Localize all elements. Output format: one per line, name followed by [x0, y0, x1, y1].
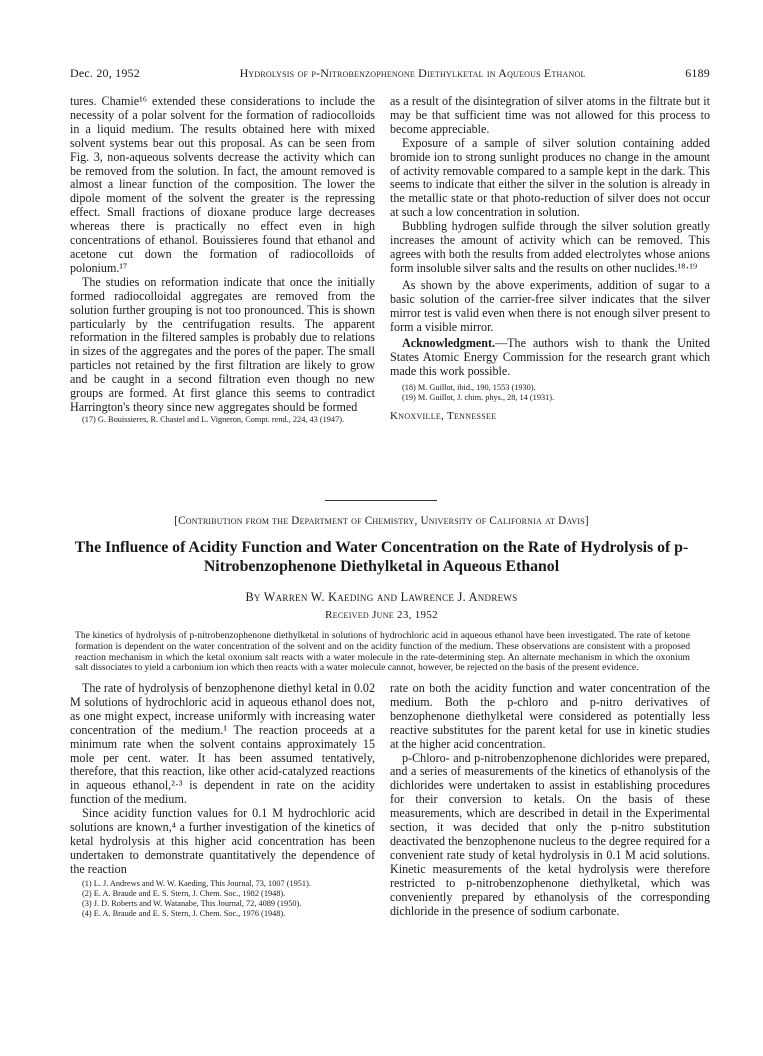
prev-article-column-2	[390, 95, 710, 423]
header-running-title: Hydrolysis of p-Nitrobenzophenone Diethylketal in Aqueous Ethanol	[239, 66, 586, 80]
paragraph: as a result of the disintegration of silver atoms in the filtrate but it may be that sufficient time was not allowed for this process to become appreciable.	[390, 94, 710, 136]
article-column-1	[70, 682, 375, 920]
paragraph: Since acidity function values for 0.1 M hydrochloric acid solutions are known,⁴ a further investigation of the kinetics of ketal hydrolysis at this higher acid concentration has been undertaken to demonstrate quantitatively the dependence of the reaction	[70, 806, 375, 876]
acknowledgment-text: —The authors wish to thank the United States Atomic Energy Commission for the research grant which made this work possible.	[390, 336, 710, 379]
footnotes	[70, 415, 375, 425]
article-column-2	[390, 682, 710, 918]
header-date: Dec. 20, 1952	[70, 66, 140, 80]
paragraph: Bubbling hydrogen sulfide through the silver solution greatly increases the amount of activity which can be removed. This agrees with both the results from added electrolytes whose anions form insoluble silver salts and the results on other nuclides.¹⁸·¹⁹	[390, 219, 710, 275]
footnotes	[70, 879, 375, 920]
signoff-location: Knoxville, Tennessee	[390, 409, 497, 422]
received-date: Received June 23, 1952	[325, 609, 438, 621]
running-head	[70, 66, 710, 81]
footnote: (19) M. Guillot, J. chim. phys., 28, 14 (1931).	[402, 393, 555, 403]
footnotes	[390, 383, 710, 403]
paragraph: The rate of hydrolysis of benzophenone diethyl ketal in 0.02 M solutions of hydrochloric acid in aqueous ethanol does not, as one might expect, increase uniformly with increasing water concentration of the medium.¹ The reaction proceeds at a minimum rate when the solvent contains approximately 15 mole per cent. water. It has been assumed tentatively, therefore, that this reaction, like other acid-catalyzed reactions in aqueous ethanol,²·³ is dependent in rate on the acidity function of the medium.	[70, 681, 375, 807]
article-title: The Influence of Acidity Function and Water Concentration on the Rate of Hydrolysis of p-Nitrobenzophenone Diethylketal in Aqueous Ethanol	[74, 539, 689, 575]
footnote: (2) E. A. Braude and E. S. Stern, J. Chem. Soc., 1982 (1948).	[82, 888, 286, 898]
article-authors: By Warren W. Kaeding and Lawrence J. Andrews	[245, 590, 518, 604]
paragraph: As shown by the above experiments, addition of sugar to a basic solution of the carrier-free silver indicates that the silver mirror test is valid even when there is not enough silver present to form a visible mirror.	[390, 277, 710, 334]
paragraph: tures. Chamie¹⁶ extended these considerations to include the necessity of a polar solvent for the formation of radiocolloids in a liquid medium. The results obtained here with mixed solvent systems bear out this proposal. As can be seen from Fig. 3, non-aqueous solvents decrease the activity which can be removed from the solution. In fact, the amount removed is almost a linear function of the composition. The lower the dipole moment of the solvent the greater is the repressing effect. Small fractions of dioxane produce large decreases whereas there is practically no effect even in high concentrations of ethanol. Bouissieres found that ethanol and acetone cut down the formation of radiocolloids of polonium.¹⁷	[70, 94, 375, 275]
paragraph: Exposure of a sample of silver solution containing added bromide ion to strong sunlight produces no change in the amount of activity removable compared to a sample kept in the dark. This seems to indicate that either the silver in the solution is already in the metallic state or that photo-reduction of silver does not occur at such a low concentration in solution.	[390, 135, 710, 220]
prev-article-column-1	[70, 95, 375, 425]
abstract: The kinetics of hydrolysis of p-nitrobenzophenone diethylketal in solutions of hydrochloric acid in aqueous ethanol have been investigated. The rate of ketone formation is dependent on the water concentration of the solvent and on the acidity function of the medium. These observations are consistent with a proposed reaction mechanism in which the ketal oxonium salt reacts with a water molecule in the rate-determining step. An alternate mechanism in which the oxonium salt dissociates to yield a carbonium ion which then reacts with a water molecule cannot, however, be rejected on the basis of the present evidence.	[75, 630, 690, 674]
contribution-line: [Contribution from the Department of Chemistry, University of California at Davis]	[174, 515, 589, 527]
footnote: (3) J. D. Roberts and W. Watanabe, This Journal, 72, 4089 (1950).	[82, 899, 302, 909]
paragraph: The studies on reformation indicate that once the initially formed radiocolloidal aggregates are removed from the solution further grouping is not too pronounced. This is shown particularly by the centrifugation results. The apparent reformation in the filtered samples is probably due to relations in sizes of the aggregates and the pores of the paper. The small particles not retained by the first filtration are likely to grow and be caught in a second filtration even though no new groups are formed. At first glance this seems to contradict Harrington's theory since new aggregates should be formed	[70, 274, 375, 414]
acknowledgment	[390, 337, 710, 379]
paragraph: rate on both the acidity function and water concentration of the medium. Both the p-chloro and p-nitro derivatives of benzophenone diethylketal were considered as potentially less reactive substitutes for the parent ketal for use in kinetic studies at the higher acid concentration.	[390, 681, 710, 751]
page-number: 6189	[685, 66, 710, 80]
paragraph: p-Chloro- and p-nitrobenzophenone dichlorides were prepared, and a series of measurements of the kinetics of ethanolysis of the dichlorides were undertaken to assist in establishing procedures for their conversion to ketals. On the basis of these measurements, which are described in detail in the Experimental section, it was decided that only the p-nitro substitution deactivated the benzophenone nucleus to the degree required for a convenient rate study of ketal hydrolysis in 0.1 M acid solutions. Kinetic measurements of the ketal hydrolysis were therefore restricted to p-nitrobenzophenone diethylketal, which was conveniently prepared by ethanolysis of the corresponding dichloride in the presence of sodium carbonate.	[390, 750, 711, 918]
footnote: (18) M. Guillot, ibid., 190, 1553 (1930).	[402, 383, 536, 393]
section-divider	[325, 500, 437, 501]
acknowledgment-heading: Acknowledgment.	[402, 336, 496, 351]
footnote: (4) E. A. Braude and E. S. Stern, J. Chem. Soc., 1976 (1948).	[82, 909, 286, 919]
footnote: (1) L. J. Andrews and W. W. Kaeding, This Journal, 73, 1007 (1951).	[82, 878, 311, 888]
footnote: (17) G. Bouissieres, R. Chastel and L. Vigneron, Compt. rend., 224, 43 (1947).	[82, 414, 345, 424]
